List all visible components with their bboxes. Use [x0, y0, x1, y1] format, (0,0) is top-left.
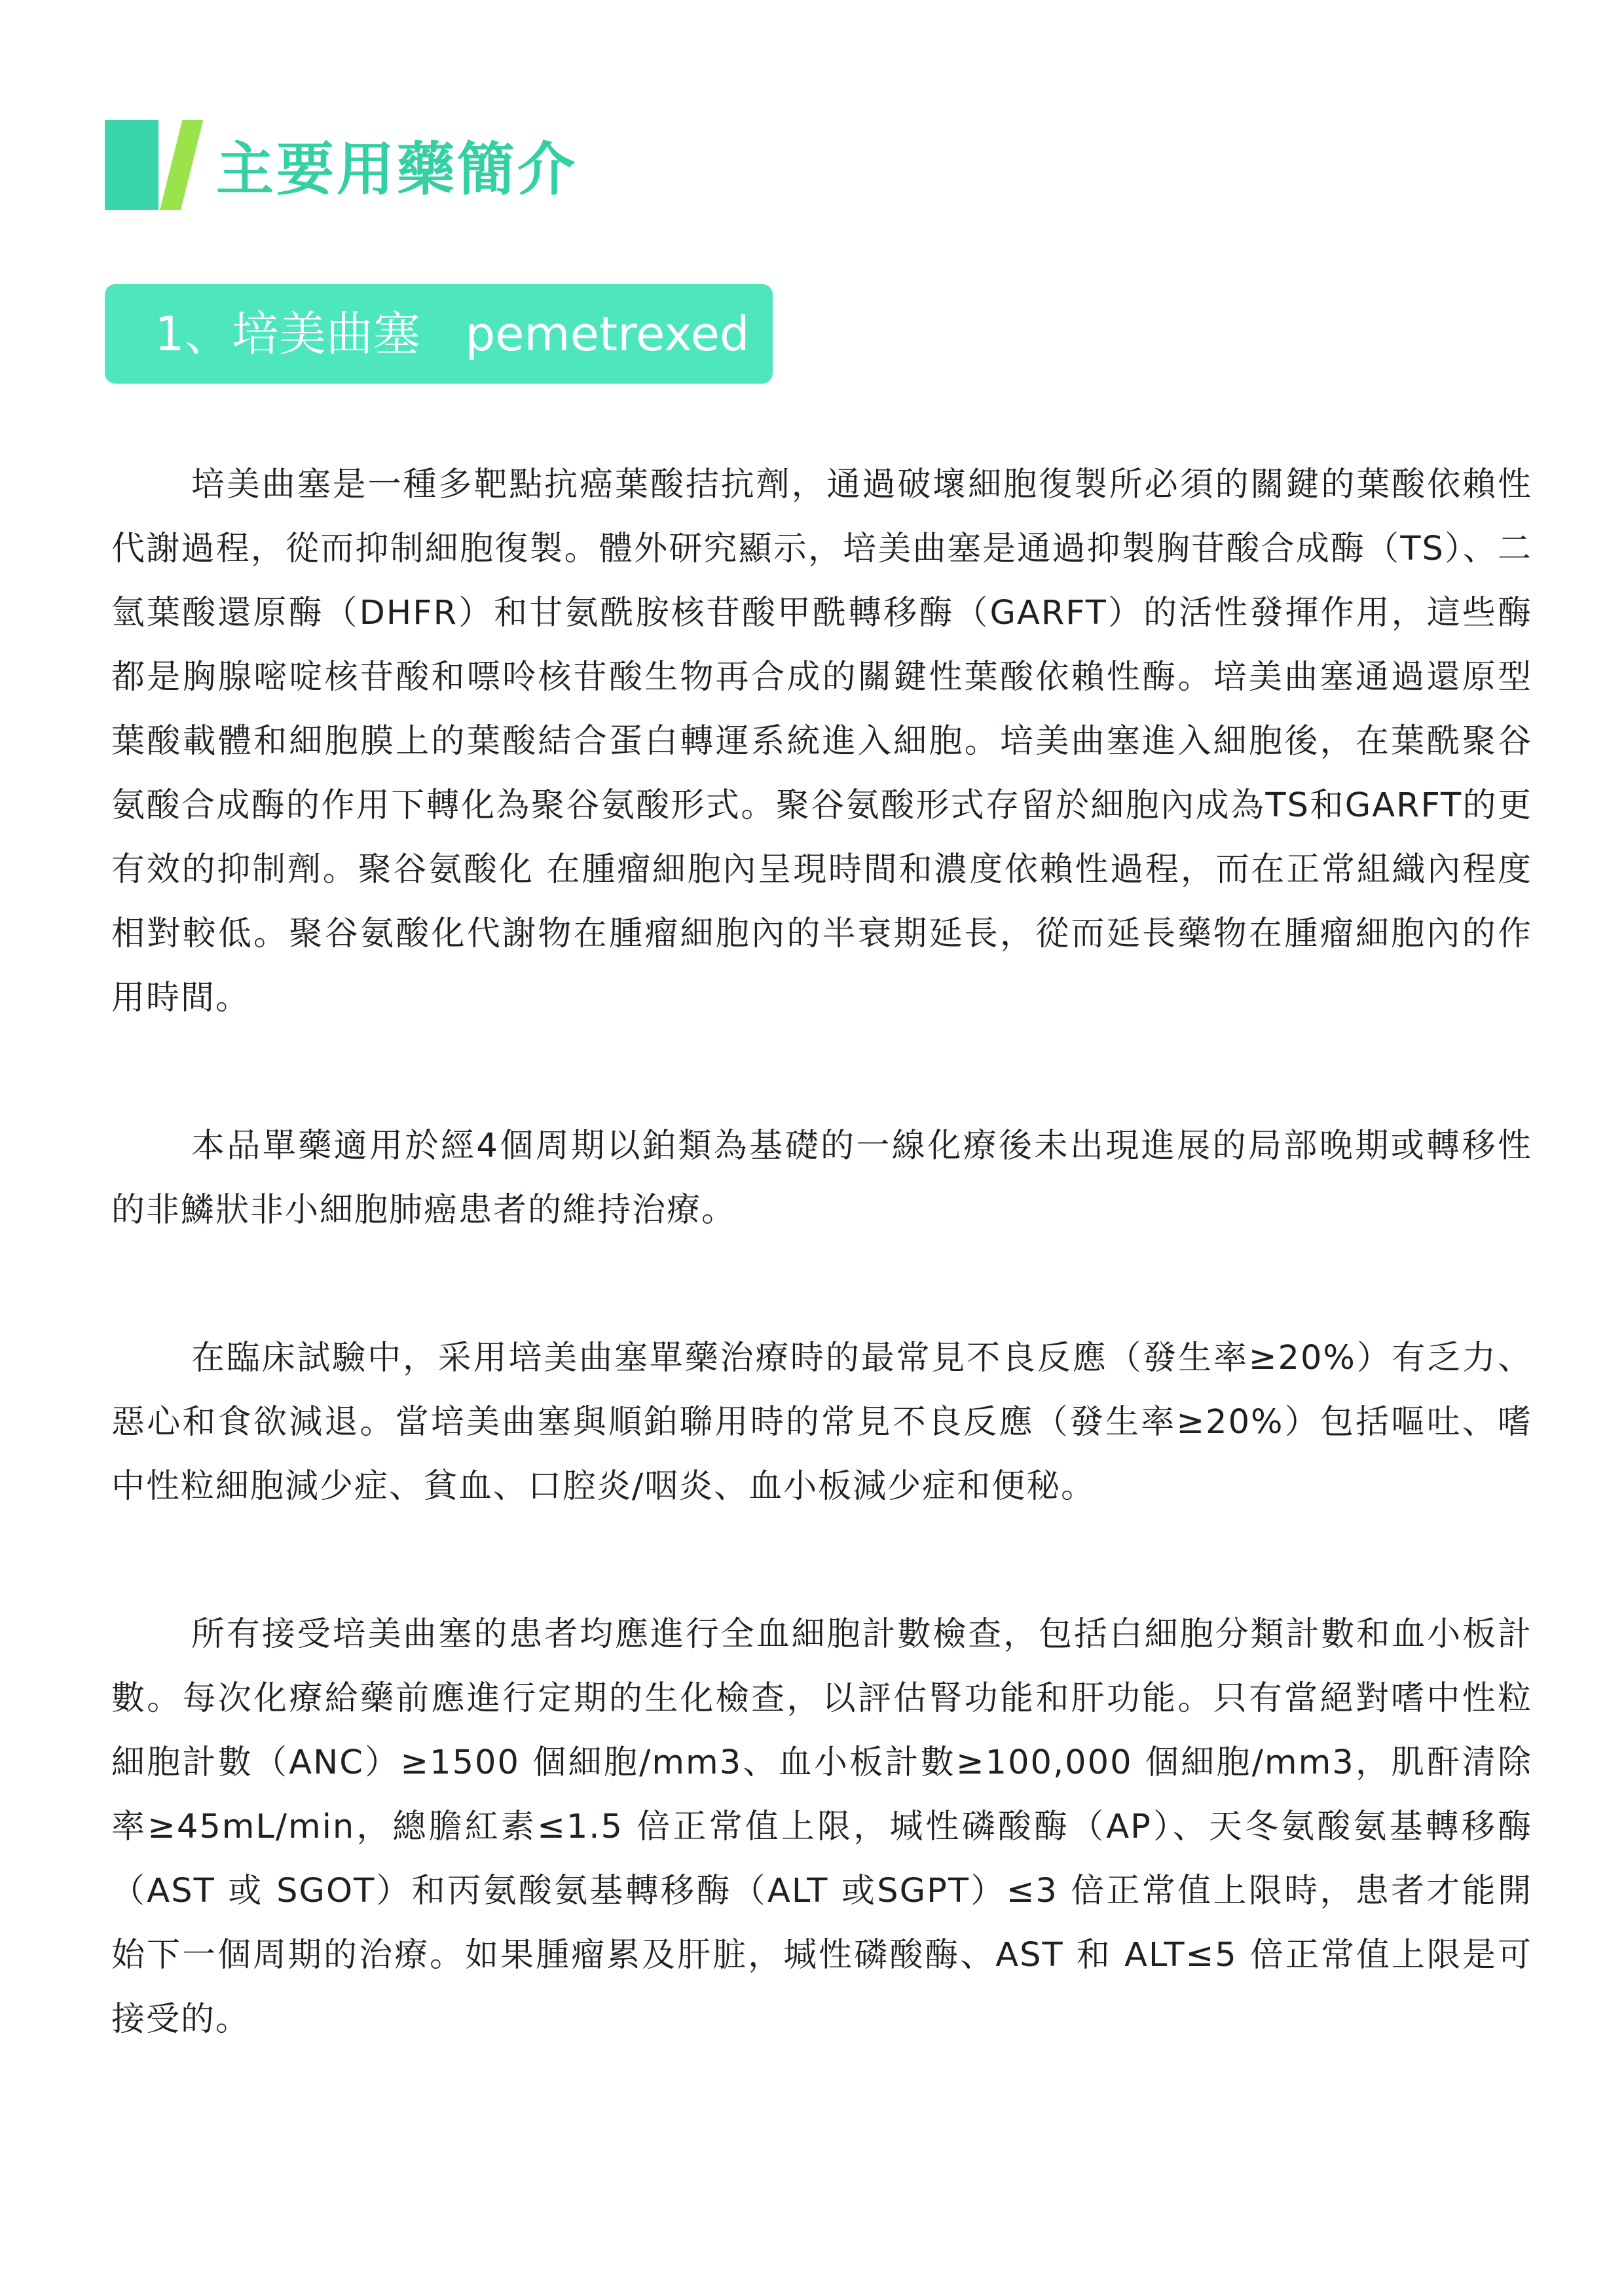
section-heading: 1、培美曲塞 pemetrexed	[105, 284, 773, 384]
page-title: 主要用藥簡介	[216, 136, 578, 203]
body-content	[111, 453, 1532, 2136]
paragraph-mechanism: 培美曲塞是一種多靶點抗癌葉酸拮抗劑，通過破壞細胞復製所必須的關鍵的葉酸依賴性代謝過程，從而抑制細胞復製。體外研究顯示，培美曲塞是通過抑製胸苷酸合成酶（TS）、二氫葉酸還原酶（DHFR）和甘氨酰胺核苷酸甲酰轉移酶（GARFT）的活性發揮作用，這些酶都是胸腺嘧啶核苷酸和嘌呤核苷酸生物再合成的關鍵性葉酸依賴性酶。培美曲塞通過還原型葉酸載體和細胞膜上的葉酸結合蛋白轉運系統進入細胞。培美曲塞進入細胞後，在葉酰聚谷氨酸合成酶的作用下轉化為聚谷氨酸形式。聚谷氨酸形式存留於細胞內成為TS和GARFT的更有效的抑制劑。聚谷氨酸化 在腫瘤細胞內呈現時間和濃度依賴性過程，而在正常組織內程度相對較低。聚谷氨酸化代謝物在腫瘤細胞內的半衰期延長，從而延長藥物在腫瘤細胞內的作用時間。	[111, 465, 1532, 1017]
header-accent-icon	[105, 120, 183, 210]
accent-square	[105, 120, 158, 210]
accent-slash	[160, 120, 203, 210]
paragraph-indication: 本品單藥適用於經4個周期以鉑類為基礎的一線化療後未出現進展的局部晚期或轉移性的非鱗狀非小細胞肺癌患者的維持治療。	[111, 1127, 1532, 1230]
page-header	[105, 119, 578, 211]
paragraph-monitoring: 所有接受培美曲塞的患者均應進行全血細胞計數檢查，包括白細胞分類計數和血小板計數。每次化療給藥前應進行定期的生化檢查，以評估腎功能和肝功能。只有當絕對嗜中性粒細胞計數（ANC）≥1500 個細胞/mm3、血小板計數≥100,000 個細胞/mm3，肌酐清除率≥45mL/min，總膽紅素≤1.5 倍正常值上限，堿性磷酸酶（AP）、天冬氨酸氨基轉移酶（AST 或 SGOT）和丙氨酸氨基轉移酶（ALT 或SGPT）≤3 倍正常值上限時，患者才能開始下一個周期的治療。如果腫瘤累及肝脏，堿性磷酸酶、AST 和 ALT≤5 倍正常值上限是可接受的。	[111, 1615, 1532, 2039]
paragraph-adverse-reactions: 在臨床試驗中，采用培美曲塞單藥治療時的最常見不良反應（發生率≥20%）有乏力、惡心和食欲減退。當培美曲塞與順鉑聯用時的常見不良反應（發生率≥20%）包括嘔吐、嗜中性粒細胞減少症、貧血、口腔炎/咽炎、血小板減少症和便秘。	[111, 1339, 1532, 1506]
